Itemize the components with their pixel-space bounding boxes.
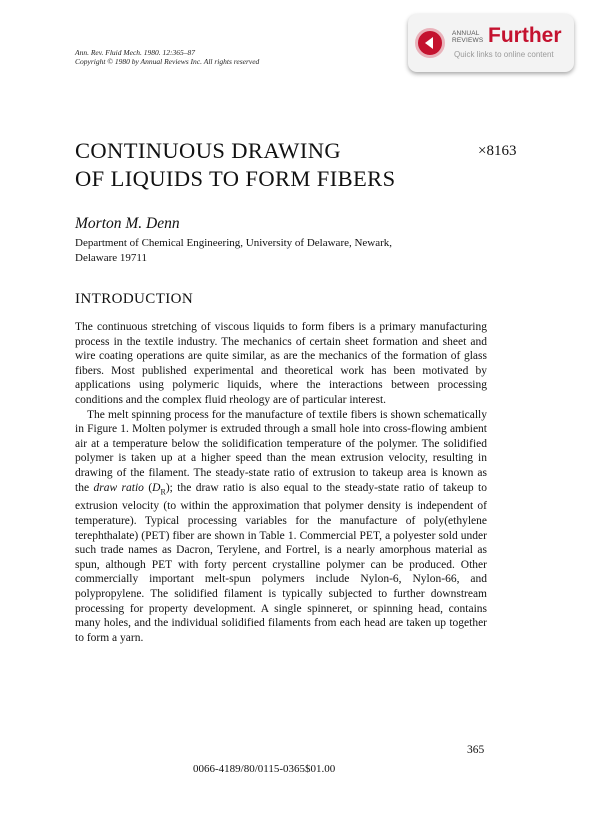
paragraph-1: The continuous stretching of viscous liquids to form fibers is a primary manufacturing process in the textile industry. The mechanics of certain sheet formation and sheet and wire coating operations are quite similar, as are the mechanics of the formation of glass fibers. Most published experimental and theoretical work has been motivated by applications using polymeric liquids, where the interactions between processing conditions and the complex fluid rheology are of particular interest.: [75, 321, 487, 406]
article-number: ×8163: [478, 143, 517, 159]
author-name: Morton M. Denn: [75, 215, 180, 232]
paragraph-2-part-b: (: [143, 481, 153, 494]
paragraph-2: [75, 408, 487, 646]
journal-citation: [75, 48, 259, 66]
annual-reviews-logo: [452, 30, 483, 44]
author-affiliation: [75, 236, 475, 265]
citation-line: Ann. Rev. Fluid Mech. 1980. 12:365–87: [75, 48, 196, 57]
further-badge[interactable]: [408, 14, 574, 72]
title-line-1: CONTINUOUS DRAWING: [75, 138, 342, 163]
copyright-line: Copyright © 1980 by Annual Reviews Inc. All rights reserved: [75, 57, 260, 66]
title-line-2: OF LIQUIDS TO FORM FIBERS: [75, 166, 396, 191]
draw-ratio-symbol: D: [152, 481, 161, 494]
badge-reviews: REVIEWS: [452, 37, 484, 44]
paragraph-2-part-c: ); the draw ratio is also equal to the steady-state ratio of takeup to extrusion velocity (to within the approximation that polymer density is independent of temperature). Typical processing variables for the manufacture of poly(ethylene terephthalate) (PET) fiber are shown in Table 1. Commercial PET, a polyester sold under such trade names as Dacron, Terylene, and Fortrel, is a nearly amorphous material as spun, although PET with forty percent crystalline polymer can be produced. Other commercially important melt-spun polymers include Nylon-6, Nylon-66, and polypropylene. The solidified filament is typically subjected to further downstream processing for property development. A single spinneret, or spinning head, contains many holes, and the individual solidified filaments from each head are taken up together to form a yarn.: [75, 481, 487, 644]
badge-further: Further: [488, 24, 562, 47]
section-heading: INTRODUCTION: [75, 291, 194, 307]
draw-ratio-term: draw ratio: [93, 481, 144, 494]
badge-annual: ANNUAL: [452, 30, 480, 37]
badge-tagline: Quick links to online content: [454, 50, 554, 59]
affiliation-line-2: Delaware 19711: [75, 251, 147, 264]
article-title: [75, 137, 396, 193]
price-code: 0066-4189/80/0115-0365$01.00: [193, 763, 336, 775]
play-arrow-icon: [415, 28, 445, 58]
page-number: 365: [467, 744, 485, 756]
draw-ratio-subscript: R: [160, 486, 166, 496]
paragraph-2-part-a: The melt spinning process for the manufacture of textile fibers is shown schematically in Figure 1. Molten polymer is extruded through a small hole into cross-flowing ambient air at a temperature below the solidification temperature of the polymer. The solidified polymer is taken up at a higher speed than the mean extrusion velocity, resulting in drawing of the filament. The steady-state ratio of extrusion to takeup area is known as the: [75, 408, 487, 494]
affiliation-line-1: Department of Chemical Engineering, University of Delaware, Newark,: [75, 237, 393, 249]
body-text: [75, 320, 487, 645]
